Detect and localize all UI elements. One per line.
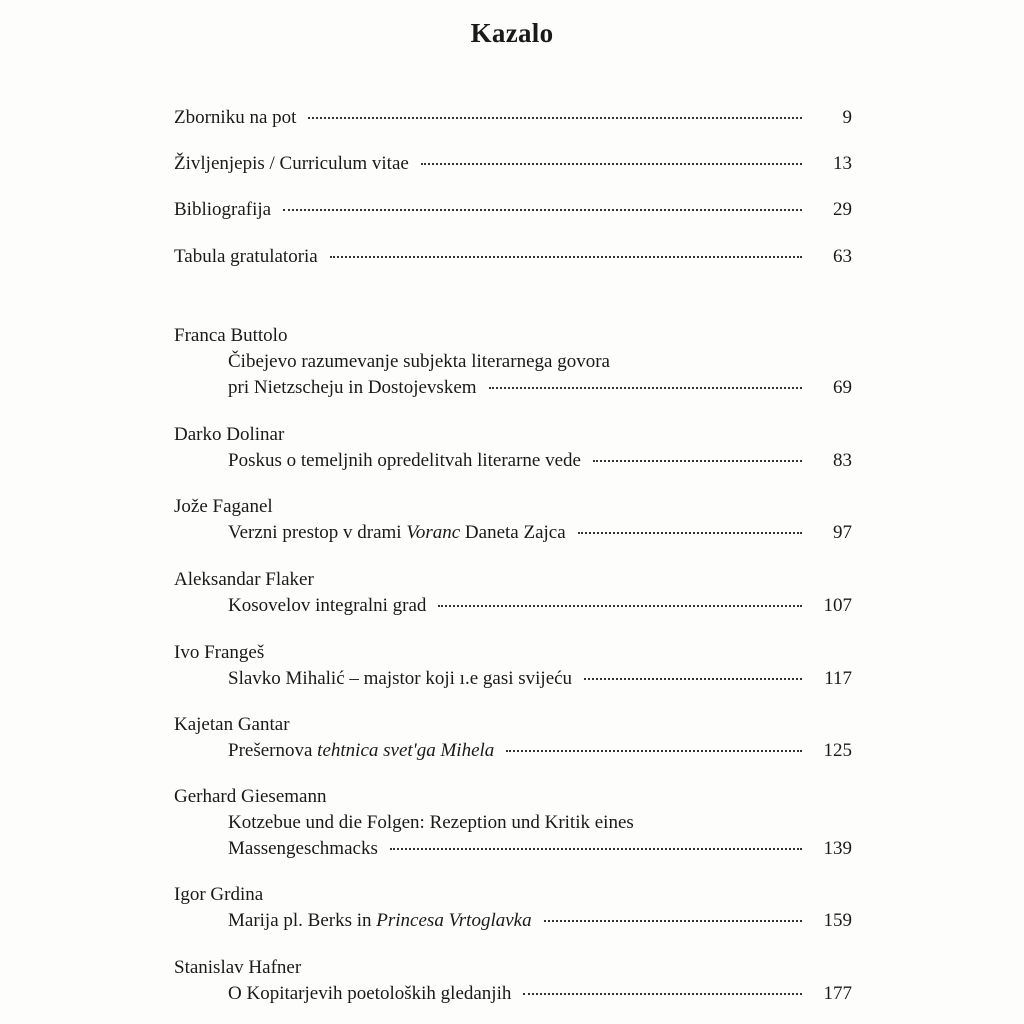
page-number: 139 xyxy=(823,838,852,859)
article-title: Čibejevo razumevanje subjekta literarnega govora xyxy=(228,351,610,372)
author-name: Stanislav Hafner xyxy=(174,957,302,978)
article-title: Kotzebue und die Folgen: Rezeption und Kritik eines xyxy=(228,812,634,833)
page-number: 69 xyxy=(833,377,852,398)
leader-dots xyxy=(421,162,802,165)
leader-dots xyxy=(578,531,802,534)
page-number: 9 xyxy=(842,107,852,128)
article-title: Slavko Mihalić – majstor koji ı.e gasi svijeću xyxy=(228,668,573,689)
toc-entry-article xyxy=(174,422,852,474)
entry-title: Zborniku na pot xyxy=(174,107,297,128)
leader-dots xyxy=(308,116,802,119)
entry-title: Bibliografija xyxy=(174,199,272,220)
toc-entry-article xyxy=(174,494,852,546)
article-title: Marija pl. Berks in Princesa Vrtoglavka xyxy=(228,910,532,931)
author-name: Ivo Frangeš xyxy=(174,642,265,663)
toc-entry-front xyxy=(174,197,852,223)
article-title: Verzni prestop v drami Voranc Daneta Zajca xyxy=(228,522,566,543)
leader-dots xyxy=(544,919,802,922)
leader-dots xyxy=(390,847,802,850)
author-name: Igor Grdina xyxy=(174,884,264,905)
leader-dots xyxy=(584,677,802,680)
leader-dots xyxy=(593,459,802,462)
page-number: 177 xyxy=(823,983,852,1004)
page-title: Kazalo xyxy=(470,18,554,48)
author-name: Darko Dolinar xyxy=(174,424,285,445)
toc-entry-article xyxy=(174,323,852,401)
page-number: 13 xyxy=(833,153,852,174)
leader-dots xyxy=(489,386,802,389)
page-number: 117 xyxy=(824,668,852,689)
toc-entry-front xyxy=(174,151,852,177)
entry-title: Tabula gratulatoria xyxy=(174,246,318,267)
page-number: 107 xyxy=(823,595,852,616)
page-number: 29 xyxy=(833,199,852,220)
toc-entry-article xyxy=(174,567,852,619)
author-name: Jože Faganel xyxy=(174,496,273,517)
article-title: Prešernova tehtnica svet'ga Mihela xyxy=(228,740,495,761)
page-number: 83 xyxy=(833,450,852,471)
leader-dots xyxy=(506,749,802,752)
article-title: Kosovelov integralni grad xyxy=(228,595,427,616)
article-title: Poskus o temeljnih opredelitvah literarne vede xyxy=(228,450,581,471)
toc-entry-article xyxy=(174,882,852,934)
entry-title: Življenjepis / Curriculum vitae xyxy=(174,153,409,174)
page-number: 97 xyxy=(833,522,852,543)
leader-dots xyxy=(283,208,802,211)
author-name: Kajetan Gantar xyxy=(174,714,290,735)
article-title: O Kopitarjevih poetoloških gledanjih xyxy=(228,983,512,1004)
toc-entry-front xyxy=(174,244,852,270)
leader-dots xyxy=(438,604,802,607)
toc-entry-article xyxy=(174,955,852,1007)
author-name: Gerhard Giesemann xyxy=(174,786,327,807)
page-number: 159 xyxy=(823,910,852,931)
article-title: pri Nietzscheju in Dostojevskem xyxy=(228,377,477,398)
toc-entry-article xyxy=(174,640,852,692)
leader-dots xyxy=(330,255,802,258)
article-title: Massengeschmacks xyxy=(228,838,378,859)
leader-dots xyxy=(523,992,802,995)
toc-entry-article xyxy=(174,784,852,862)
toc-entry-front xyxy=(174,105,852,131)
page-number: 125 xyxy=(823,740,852,761)
page-number: 63 xyxy=(833,246,852,267)
toc-entry-article xyxy=(174,712,852,764)
author-name: Aleksandar Flaker xyxy=(174,569,314,590)
author-name: Franca Buttolo xyxy=(174,325,288,346)
